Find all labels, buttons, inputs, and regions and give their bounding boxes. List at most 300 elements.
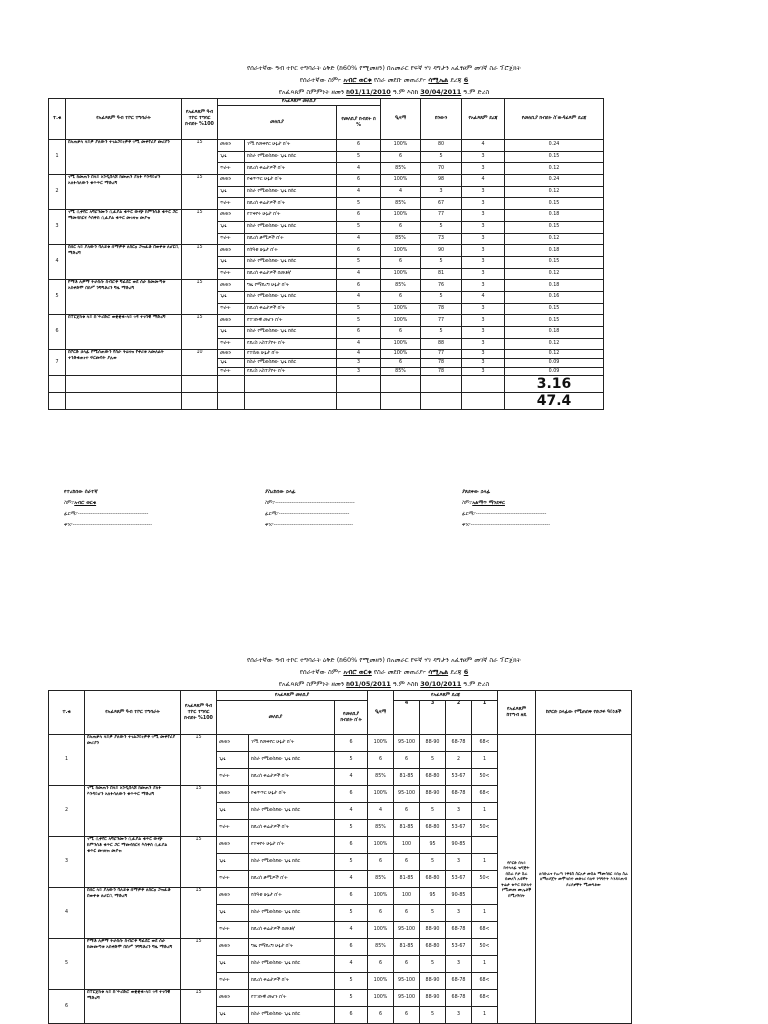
approver-date-line: ቀን፦-------------------------------------------- <box>462 522 550 528</box>
result-value: 77 <box>421 210 462 222</box>
target-value: 4 <box>368 803 394 820</box>
period-mid: ዓ.ም እስከ <box>392 88 419 96</box>
measure-type: ጊዜ <box>217 854 249 871</box>
level-4-range: 95-100 <box>394 735 420 752</box>
score-value: 0.15 <box>505 151 604 163</box>
worker-name: አብሮ ወርቁ <box>343 76 372 84</box>
measure-type: ጊዜ <box>217 1007 249 1024</box>
level-2-range: 68-78 <box>446 922 472 939</box>
level-4-range: 81-85 <box>394 820 420 837</box>
measure-text: ከደረሰ ቅሬታዎች በመቶኛ <box>245 268 337 280</box>
measure-text: የደረስ አስተያየት በ'ት <box>245 367 337 376</box>
level-3-range: 88-90 <box>420 735 446 752</box>
level-value: 3 <box>462 186 505 198</box>
position-label: የስራ መደቡ መጠሪያ፦ <box>373 76 427 84</box>
measure-text: ከስራ የሚወስደው ጊዜ በሰር <box>245 359 337 368</box>
level-value: 3 <box>462 359 505 368</box>
row-number: 4 <box>49 888 85 939</box>
total-value: 3.16 <box>505 376 604 393</box>
empty-cell <box>245 393 337 410</box>
row-number: 3 <box>49 210 66 245</box>
level-value: 3 <box>462 245 505 257</box>
level-3-range: 88-90 <box>420 786 446 803</box>
period-from: ከ01/11/2010 <box>346 88 391 96</box>
measure-type: መጠን <box>218 350 245 359</box>
level-4-range: 81-85 <box>394 939 420 956</box>
worker-date-line: ቀን፦-------------------------------------------- <box>64 522 152 528</box>
supervisor-date-line: ቀን፦-------------------------------------------- <box>265 522 353 528</box>
measure-text: የተሰጠ ሁኔታ በ'ት <box>245 350 337 359</box>
measure-text: ከደረሰ ቃሚዎች በ'ት <box>245 233 337 245</box>
score-value: 0.24 <box>505 140 604 152</box>
measure-text: ከስራ የሚወስደው ጊዜ በሰር <box>245 256 337 268</box>
measure-text: ከደረሰ ቃሚዎች በ'ት <box>249 871 335 888</box>
level-3-range: 88-90 <box>420 973 446 990</box>
activity-text: በፐርጀክቱ ላይ ስ'ጥሪድሮ ወቋቋቁ-ላይ ገዳ ተገባዊ ማድረግ <box>85 990 181 1024</box>
measure-type: ጥራት <box>218 338 245 350</box>
row-number: 2 <box>49 175 66 210</box>
activity-text: በሰር ላይ ያለውን ባለ3ቱ ሰማዎች ለስርዐ ጋዝፈቆ በወቀቱ ለሆርቢ ማድረግ <box>85 888 181 939</box>
measure-text: ግዜ የማደረግ ሁኔታ በ'ት <box>245 280 337 292</box>
empty-cell <box>218 376 245 393</box>
measure-weight: 6 <box>335 1007 368 1024</box>
level-2-range: 3 <box>446 854 472 871</box>
result-value: 5 <box>421 151 462 163</box>
level-3-range: 95 <box>420 888 446 905</box>
target-value: 85% <box>381 367 421 376</box>
score-value: 0.15 <box>505 303 604 315</box>
activity-weight: 15 <box>182 175 218 210</box>
activity-weight: 15 <box>181 786 217 837</box>
target-value: 6 <box>381 151 421 163</box>
evaluation-table-2 <box>48 690 632 1024</box>
table-row <box>49 140 604 152</box>
measure-text: ከስራ የሚወስደው ጊዜ በሰር <box>249 1007 335 1024</box>
activity-text: ገሚ ከመጠን በላይ አንዲበላሸ ከመጠን ያለፉ እንዳይሆን አለፉሳለውን ቁጥጥር ማድረግ <box>66 175 182 210</box>
score-value: 0.12 <box>505 186 604 198</box>
measure-type: መጠን <box>217 888 249 905</box>
activity-weight: 15 <box>181 735 217 786</box>
measure-type: መጠን <box>218 175 245 187</box>
measure-type: ጥራት <box>218 268 245 280</box>
target-value: 6 <box>368 1007 394 1024</box>
target-value: 100% <box>368 888 394 905</box>
measure-weight: 4 <box>335 922 368 939</box>
activity-text: በፐርጀክቱ ላይ ስ'ጥሪድሮ ወቋቋቁ-ላይ ገዳ ተገባዊ ማድረግ <box>66 315 182 350</box>
header2-weight: የአፈጻጸም ዓብ ተኮር ተግባር ክብደት %100 <box>181 691 217 735</box>
result-value: 78 <box>421 359 462 368</box>
level-4-range: 100 <box>394 888 420 905</box>
level-4-range: 6 <box>394 752 420 769</box>
target-value: 85% <box>381 233 421 245</box>
activity-text: ገሚ ከመጠን በላይ አንዲበላሸ ከመጠን ያለፉ እንዳይሆን አለፉሳለውን ቁጥጥር ማድረግ <box>85 786 181 837</box>
period-label-2: የአፈጻጸም ስምምነት ዘመን <box>278 680 345 688</box>
score-value: 0.09 <box>505 359 604 368</box>
table-row <box>49 245 604 257</box>
score-value: 0.12 <box>505 338 604 350</box>
level-2-range: 53-67 <box>446 769 472 786</box>
level-value: 3 <box>462 367 505 376</box>
supervisor-sign-name: ስም፦-------------------------------------------- <box>265 500 355 506</box>
measure-weight: 6 <box>335 786 368 803</box>
level-value: 3 <box>462 280 505 292</box>
measure-type: ጊዜ <box>218 221 245 233</box>
empty-cell <box>337 376 381 393</box>
score-value: 0.16 <box>505 291 604 303</box>
level-1-range: 68< <box>472 922 498 939</box>
worker-signature-block <box>64 487 152 531</box>
measure-type: መጠን <box>218 140 245 152</box>
empty-cell <box>245 376 337 393</box>
target-value: 100% <box>368 922 394 939</box>
table-row <box>49 315 604 327</box>
level-3-range: 5 <box>420 752 446 769</box>
period-label: የአፈጻጸም ስምምነት ዘመን <box>278 88 345 96</box>
measure-type: ጥራት <box>218 233 245 245</box>
measure-weight: 5 <box>335 973 368 990</box>
measure-text: የተቀየሩ ሁኔታ በ'ት <box>245 210 337 222</box>
header-measure: መለኪያ <box>218 106 337 140</box>
measure-text: ገሚ የመቀየር ሁኔታ በ'ት <box>245 140 337 152</box>
measure-text: የተቀየሩ ሁኔታ በ'ት <box>249 837 335 854</box>
header-measure-weight: የመለኪያ ክብደት በ % <box>337 106 381 140</box>
period-from-2: ከ01/05/2011 <box>346 680 391 688</box>
level-4-range: 95-100 <box>394 786 420 803</box>
measure-weight: 5 <box>337 151 381 163</box>
result-value: 80 <box>421 140 462 152</box>
period-to: 30/04/2011 <box>420 88 462 96</box>
target-value: 6 <box>381 291 421 303</box>
level-1-range: 68< <box>472 786 498 803</box>
level-value: 3 <box>462 198 505 210</box>
measure-type: ጊዜ <box>218 151 245 163</box>
score-value: 0.18 <box>505 210 604 222</box>
header2-measure: መለኪያ <box>217 701 335 735</box>
score-value: 0.24 <box>505 175 604 187</box>
target-value: 6 <box>368 854 394 871</box>
measure-text: የቁጥጥር ሁኔታ በ'ት <box>249 786 335 803</box>
measure-text: ከደረሰ ቅሬታዎች በ'ት <box>245 198 337 210</box>
result-value: 67 <box>421 198 462 210</box>
measure-type: ጥራት <box>217 871 249 888</box>
measure-weight: 6 <box>337 327 381 339</box>
activity-weight: 15 <box>181 990 217 1024</box>
doc1-title-line2 <box>0 76 768 85</box>
score-value: 0.15 <box>505 256 604 268</box>
result-value: 73 <box>421 233 462 245</box>
header-weight: የአፈጻጸም ዓብ ተኮር ተግባር ክብደት %100 <box>182 99 218 140</box>
target-value: 85% <box>381 198 421 210</box>
measure-type: መጠን <box>218 315 245 327</box>
measure-type: ጥራት <box>218 367 245 376</box>
result-value: 78 <box>421 303 462 315</box>
target-value: 100% <box>368 735 394 752</box>
measure-weight: 4 <box>337 186 381 198</box>
level-1-range: 1 <box>472 752 498 769</box>
score-value: 0.18 <box>505 245 604 257</box>
measure-type: ጊዜ <box>217 803 249 820</box>
header2-activity: የአፈጻጸም ዓብ ተኮር ተግባራት <box>85 691 181 735</box>
level-3-range: 5 <box>420 1007 446 1024</box>
measure-text: ከደረሰ ቅሬታዎች በ'ት <box>249 973 335 990</box>
approver-sign-heading: ያጸደቀው ኃላፊ <box>462 489 491 495</box>
measure-text: ከስራ የሚወስደው ጊዜ በሰር <box>249 854 335 871</box>
target-value: 85% <box>368 820 394 837</box>
measure-type: ጊዜ <box>218 256 245 268</box>
measure-type: ጊዜ <box>218 327 245 339</box>
header2-measure-weight: የመለኪያ ክብደት በ'ት <box>335 701 368 735</box>
measure-type: ጥራት <box>218 198 245 210</box>
level-1-range: 50< <box>472 769 498 786</box>
measure-text: ከደረሰ ቅሬታዎች በ'ት <box>249 769 335 786</box>
level-value: 3 <box>462 163 505 175</box>
level-3-range: 5 <box>420 854 446 871</box>
measure-weight: 6 <box>337 175 381 187</box>
row-number: 6 <box>49 315 66 350</box>
table-row <box>49 210 604 222</box>
measure-text: ከስራ የሚወስደው ጊዜ በሰር <box>245 186 337 198</box>
target-value: 100% <box>381 303 421 315</box>
header2-no: ተ.ቁ <box>49 691 85 735</box>
header2-level-2: 2 <box>446 701 472 735</box>
measure-type: መጠን <box>217 837 249 854</box>
measure-text: ከስራ የሚወስደው ጊዜ በሰር <box>245 291 337 303</box>
empty-cell <box>66 376 182 393</box>
measure-text: ከደረሰ ቅሬታዎች በመቶኛ <box>249 922 335 939</box>
target-value: 100% <box>368 786 394 803</box>
result-value: 98 <box>421 175 462 187</box>
table-row <box>49 280 604 292</box>
activity-text: የማቶ ለዎማ ትራስሱ ስብሮች ግፈደር ወደ ሰራ ከመመጣቱ አስቀድሞ በስሥ ንግግቶሪን ግዜ ማድረግ <box>85 939 181 990</box>
total-value: 47.4 <box>505 393 604 410</box>
measure-type: መጠን <box>218 245 245 257</box>
measure-type: መጠን <box>217 939 249 956</box>
row-number: 1 <box>49 140 66 175</box>
data-source-note: የቦርድ በላይ ከተላላፊ ዝግጅት በስራ ቦታ ስራ በመለካ አዳኛት ቅሬታ ቁጥር ከሁለተ የሚመጡ ሙሌቶች ከሚነኙበት <box>498 735 536 1024</box>
target-value: 6 <box>381 359 421 368</box>
result-value: 5 <box>421 327 462 339</box>
measure-text: የደረስ አስተያየት በ'ት <box>245 338 337 350</box>
level-1-range <box>472 888 498 905</box>
grade-value-2: 6 <box>463 668 469 676</box>
target-value: 6 <box>368 905 394 922</box>
target-value: 6 <box>368 956 394 973</box>
measure-weight: 5 <box>337 303 381 315</box>
level-4-range: 6 <box>394 1007 420 1024</box>
level-value: 3 <box>462 256 505 268</box>
level-value: 3 <box>462 221 505 233</box>
total-row-2 <box>49 393 604 410</box>
measure-type: መጠን <box>217 786 249 803</box>
level-value: 4 <box>462 140 505 152</box>
activity-weight: 15 <box>182 210 218 245</box>
level-3-range: 68-80 <box>420 820 446 837</box>
result-value: 70 <box>421 163 462 175</box>
level-2-range: 53-67 <box>446 871 472 888</box>
level-1-range: 1 <box>472 854 498 871</box>
position-label-2: የስራ መደቡ መጠሪያ፦ <box>373 668 427 676</box>
header2-data-source: የአፈጻጸም ከተግብ ዘዴ <box>498 691 536 735</box>
activity-text: የማቶ ለዎማ ትራስሱ ስብሮች ግፈደር ወደ ሰራ ከመመጣቱ አስቀድሞ በስሥ ንግግቶሪን ግዜ ማድረግ <box>66 280 182 315</box>
measure-text: ከስራ የሚወስደው ጊዜ በሰር <box>245 327 337 339</box>
activity-weight: 15 <box>182 280 218 315</box>
measure-type: ጥራት <box>217 769 249 786</box>
worker-name-label: የሰራተኛው ስም፦ <box>299 76 342 84</box>
empty-cell <box>462 376 505 393</box>
level-3-range: 5 <box>420 803 446 820</box>
measure-weight: 6 <box>335 837 368 854</box>
level-1-range: 50< <box>472 871 498 888</box>
activity-weight: 15 <box>182 140 218 175</box>
activity-text: በአጠቃላ ላይዎ ያለውን ተገልጋይነዎች ገሚ መቀየሪያ መሪያን <box>85 735 181 786</box>
header-no: ተ.ቁ <box>49 99 66 140</box>
level-2-range: 3 <box>446 905 472 922</box>
level-4-range: 100 <box>394 837 420 854</box>
target-value: 100% <box>368 837 394 854</box>
measure-type: ጥራት <box>217 820 249 837</box>
empty-cell <box>218 393 245 410</box>
level-1-range: 1 <box>472 956 498 973</box>
level-2-range: 90-85 <box>446 888 472 905</box>
row-number: 6 <box>49 990 85 1024</box>
measure-weight: 5 <box>335 990 368 1007</box>
level-1-range: 68< <box>472 973 498 990</box>
level-2-range: 68-78 <box>446 973 472 990</box>
header-target: ዒላማ <box>381 99 421 140</box>
total-row-1 <box>49 376 604 393</box>
score-value: 0.09 <box>505 367 604 376</box>
evaluation-table-1 <box>48 98 604 410</box>
level-4-range: 6 <box>394 956 420 973</box>
grade-value: 6 <box>463 76 469 84</box>
score-value: 0.18 <box>505 280 604 292</box>
measure-weight: 4 <box>337 268 381 280</box>
activity-text: በሰር ላይ ያለውን ባለ3ቱ ሰማዎች ለስርዐ ጋዝፈቆ በወቀቱ ለሆርቢ ማድረግ <box>66 245 182 280</box>
level-1-range: 68< <box>472 990 498 1007</box>
measure-weight: 5 <box>337 198 381 210</box>
measure-type: ጥራት <box>217 922 249 939</box>
doc2-title-line1: የሰራተኛው ዓብ ተኮር ተግባራት ዕቅድ (ከ60% የሚመዘን) በአመራር የፍኛ ሃገ ዳግታን አፈፃፀም መገኛ ስራ ፕሮጀክት <box>246 656 522 664</box>
level-3-range: 95 <box>420 837 446 854</box>
result-value: 76 <box>421 280 462 292</box>
measure-weight: 5 <box>335 854 368 871</box>
measure-weight: 5 <box>335 820 368 837</box>
measure-weight: 4 <box>337 163 381 175</box>
period-end-2: ዓ.ም ድረስ <box>463 680 490 688</box>
approver-sign-name: አልማጥ ማንደፍር <box>472 500 505 506</box>
measure-type: ጥራት <box>217 973 249 990</box>
measure-weight: 4 <box>337 338 381 350</box>
period-mid-2: ዓ.ም እስከ <box>392 680 419 688</box>
measure-text: የተገቡዊ መሆን በ'ት <box>249 990 335 1007</box>
measure-weight: 4 <box>335 871 368 888</box>
result-value: 81 <box>421 268 462 280</box>
result-value: 90 <box>421 245 462 257</box>
level-1-range: 50< <box>472 939 498 956</box>
period-end: ዓ.ም ድረስ <box>463 88 490 96</box>
header2-owner: ከቦርድ ኃላፊው የሚጠበቅ የድጋፍ ዓይነቶች <box>536 691 632 735</box>
target-value: 6 <box>381 256 421 268</box>
measure-weight: 6 <box>337 140 381 152</box>
target-value: 100% <box>381 350 421 359</box>
row-number: 3 <box>49 837 85 888</box>
grade-label-2: ደረጃ <box>450 668 462 676</box>
header2-target: ዒላማ <box>368 691 394 735</box>
measure-text: የሰዓቱ ሁኔታ በ'ት <box>249 888 335 905</box>
result-value: 3 <box>421 186 462 198</box>
measure-text: ገሚ የመቀየር ሁኔታ በ'ት <box>249 735 335 752</box>
measure-type: መጠን <box>218 210 245 222</box>
empty-cell <box>49 393 66 410</box>
supervisor-signature-block <box>265 487 355 531</box>
approver-signature-block <box>462 487 550 531</box>
result-value: 5 <box>421 291 462 303</box>
measure-weight: 6 <box>337 245 381 257</box>
empty-cell <box>381 393 421 410</box>
grade-label: ደረጃ <box>450 76 462 84</box>
level-value: 3 <box>462 315 505 327</box>
measure-text: የሰዓቱ ሁኔታ በ'ት <box>245 245 337 257</box>
table-row <box>49 350 604 359</box>
level-2-range: 3 <box>446 1007 472 1024</box>
empty-cell <box>49 376 66 393</box>
target-value: 85% <box>368 939 394 956</box>
header2-level-1: 1 <box>472 701 498 735</box>
level-3-range: 68-80 <box>420 939 446 956</box>
worker-sign-line: ፊርማ፦--------------------------------------- <box>64 511 149 517</box>
target-value: 85% <box>368 769 394 786</box>
row-number: 2 <box>49 786 85 837</box>
position-name-2: ሳሚኤል <box>428 668 449 676</box>
position-name: ሳሚኤል <box>428 76 449 84</box>
activity-weight: 15 <box>182 315 218 350</box>
measure-weight: 5 <box>335 752 368 769</box>
level-1-range <box>472 837 498 854</box>
header2-level-group: የአፈጻጸም ደረጃ <box>394 691 498 701</box>
measure-text: የቁጥጥር ሁኔታ በ'ት <box>245 175 337 187</box>
worker-sign-heading: የተረከበው ሰራተኛ <box>64 489 98 495</box>
measure-text: ከስራ የሚወስደው ጊዜ በሰር <box>249 803 335 820</box>
level-2-range: 2 <box>446 752 472 769</box>
level-4-range: 95-100 <box>394 990 420 1007</box>
level-value: 3 <box>462 233 505 245</box>
measure-text: ከስራ የሚወስደው ጊዜ በሰር <box>249 905 335 922</box>
measure-weight: 6 <box>335 735 368 752</box>
measure-type: መጠን <box>217 990 249 1007</box>
score-value: 0.15 <box>505 198 604 210</box>
activity-weight: 10 <box>182 350 218 376</box>
measure-weight: 6 <box>337 280 381 292</box>
measure-text: ከስራ የሚወስደው ጊዜ በሰር <box>249 752 335 769</box>
level-3-range: 88-90 <box>420 990 446 1007</box>
level-1-range: 1 <box>472 803 498 820</box>
table-row <box>49 735 632 752</box>
measure-weight: 5 <box>335 905 368 922</box>
target-value: 100% <box>381 268 421 280</box>
measure-text: ከደረሰ ቅሬታዎች በ'ት <box>249 820 335 837</box>
approver-sign-line: ፊርማ፦--------------------------------------- <box>462 511 547 517</box>
measure-weight: 4 <box>335 803 368 820</box>
level-2-range: 68-78 <box>446 990 472 1007</box>
measure-text: ከስራ የሚወስደው ጊዜ በሰር <box>245 151 337 163</box>
measure-type: ጊዜ <box>218 291 245 303</box>
doc1-title-line1: የሰራተኛው ዓብ ተኮር ተግባራት ዕቅድ (ከ60% የሚመዘን) በአመራር የፍኛ ሃገ ዳግታን አፈፃፀም መገኛ ስራ ፕሮጀክት <box>246 64 522 72</box>
empty-cell <box>421 393 462 410</box>
doc2-title-line3 <box>0 680 768 689</box>
result-value: 77 <box>421 315 462 327</box>
activity-weight: 15 <box>181 939 217 990</box>
level-4-range: 81-85 <box>394 769 420 786</box>
